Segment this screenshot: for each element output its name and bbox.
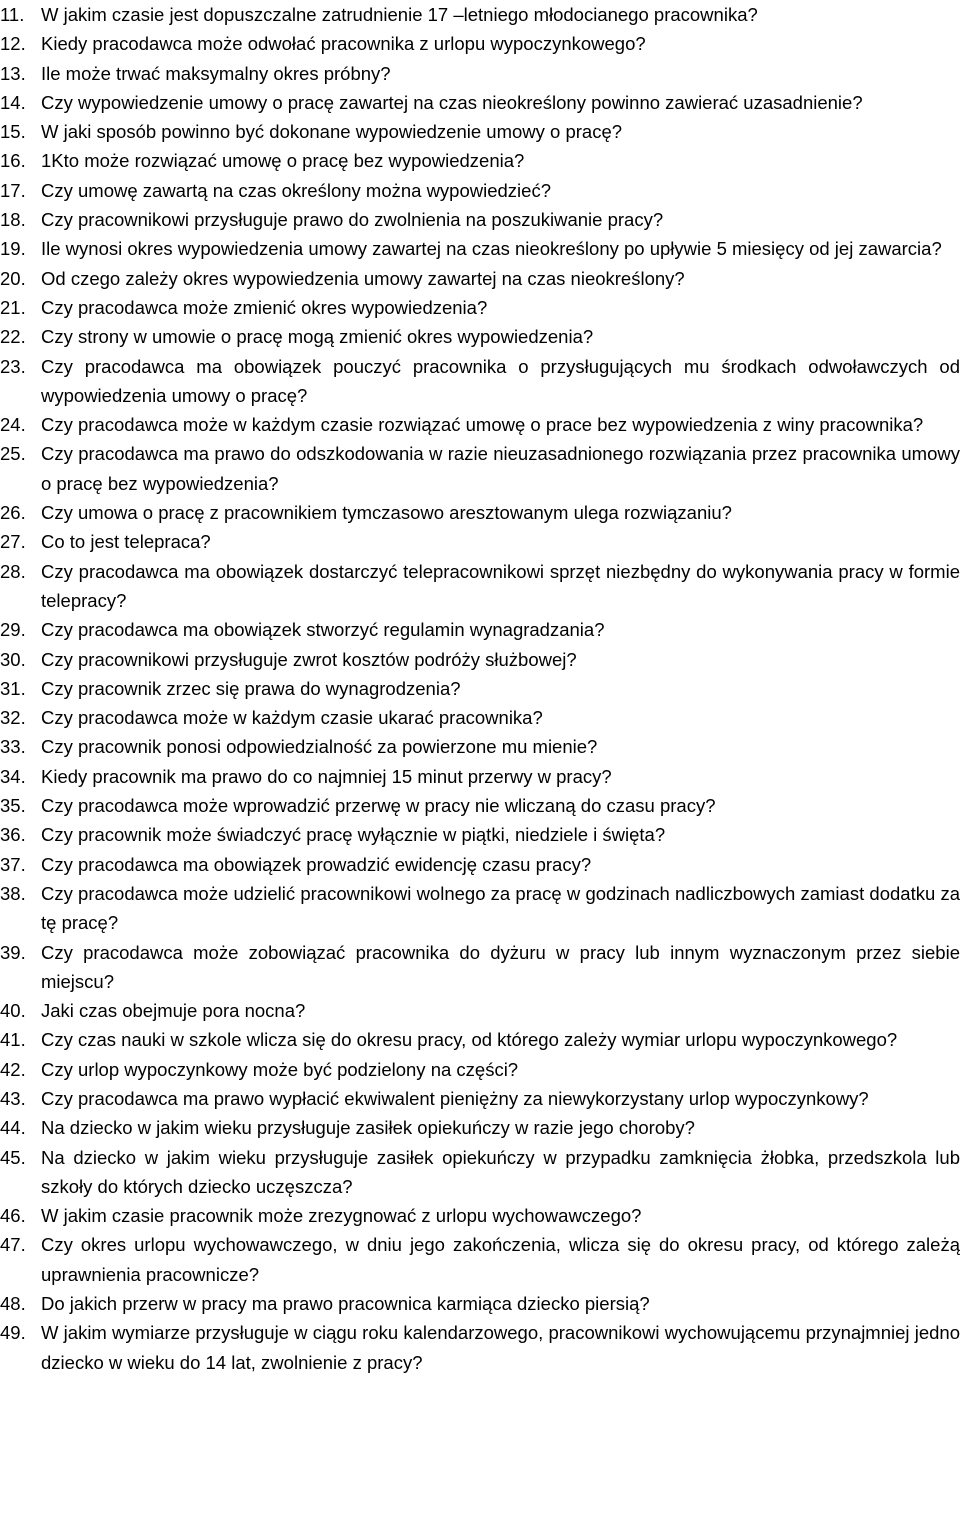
question-item bbox=[0, 645, 960, 674]
question-text: Czy pracodawca ma prawo do odszkodowania w razie nieuzasadnionego rozwiązania przez pracownika umowy o pracę bez wypowiedzenia? bbox=[41, 443, 960, 494]
question-number: 20. bbox=[0, 267, 26, 289]
question-text: Jaki czas obejmuje pora nocna? bbox=[41, 1000, 306, 1022]
question-item bbox=[0, 293, 960, 322]
question-item bbox=[0, 352, 960, 411]
question-number: 14. bbox=[0, 91, 26, 113]
question-text: Czy pracownik ponosi odpowiedzialność za powierzone mu mienie? bbox=[41, 736, 598, 758]
question-number: 40. bbox=[0, 1000, 26, 1022]
question-item bbox=[0, 1318, 960, 1377]
question-text: Czy pracodawca ma prawo wypłacić ekwiwalent pieniężny za niewykorzystany urlop wypoczynkowy? bbox=[41, 1087, 869, 1109]
question-item bbox=[0, 146, 960, 175]
question-number: 43. bbox=[0, 1087, 26, 1109]
question-item bbox=[0, 59, 960, 88]
question-text: 1Kto może rozwiązać umowę o pracę bez wypowiedzenia? bbox=[41, 150, 525, 172]
question-number: 27. bbox=[0, 531, 26, 553]
question-number: 23. bbox=[0, 355, 26, 377]
question-text: Czy pracownikowi przysługuje zwrot kosztów podróży służbowej? bbox=[41, 648, 577, 670]
question-number: 35. bbox=[0, 795, 26, 817]
question-text: Ile może trwać maksymalny okres próbny? bbox=[41, 62, 391, 84]
question-text: Czy pracodawca może w każdym czasie ukarać pracownika? bbox=[41, 707, 543, 729]
question-text: Czy pracodawca może w każdym czasie rozwiązać umowę o prace bez wypowiedzenia z winy pracownika? bbox=[41, 414, 924, 436]
question-item bbox=[0, 1055, 960, 1084]
question-text: Czy czas nauki w szkole wlicza się do okresu pracy, od którego zależy wymiar urlopu wypoczynkowego? bbox=[41, 1029, 898, 1051]
question-item bbox=[0, 996, 960, 1025]
question-text: Czy pracownik może świadczyć pracę wyłącznie w piątki, niedziele i święta? bbox=[41, 824, 666, 846]
question-item bbox=[0, 1084, 960, 1113]
question-item bbox=[0, 176, 960, 205]
question-item bbox=[0, 322, 960, 351]
question-number: 15. bbox=[0, 121, 26, 143]
question-number: 28. bbox=[0, 560, 26, 582]
question-number: 13. bbox=[0, 62, 26, 84]
question-text: Od czego zależy okres wypowiedzenia umowy zawartej na czas nieokreślony? bbox=[41, 267, 685, 289]
question-item bbox=[0, 29, 960, 58]
question-number: 31. bbox=[0, 677, 26, 699]
question-number: 37. bbox=[0, 853, 26, 875]
question-text: Kiedy pracownik ma prawo do co najmniej 15 minut przerwy w pracy? bbox=[41, 765, 612, 787]
question-text: Czy umowę zawartą na czas określony można wypowiedzieć? bbox=[41, 179, 551, 201]
question-item bbox=[0, 820, 960, 849]
question-text: Na dziecko w jakim wieku przysługuje zasiłek opiekuńczy w razie jego choroby? bbox=[41, 1117, 695, 1139]
question-text: Czy pracodawca ma obowiązek stworzyć regulamin wynagradzania? bbox=[41, 619, 605, 641]
question-number: 45. bbox=[0, 1146, 26, 1168]
question-item bbox=[0, 498, 960, 527]
question-number: 34. bbox=[0, 765, 26, 787]
question-item bbox=[0, 1289, 960, 1318]
question-number: 24. bbox=[0, 414, 26, 436]
question-text: W jaki sposób powinno być dokonane wypowiedzenie umowy o pracę? bbox=[41, 121, 623, 143]
question-item bbox=[0, 1230, 960, 1289]
question-item bbox=[0, 703, 960, 732]
question-number: 16. bbox=[0, 150, 26, 172]
question-item bbox=[0, 527, 960, 556]
question-text: Kiedy pracodawca może odwołać pracownika z urlopu wypoczynkowego? bbox=[41, 33, 646, 55]
question-number: 29. bbox=[0, 619, 26, 641]
question-item bbox=[0, 938, 960, 997]
question-item bbox=[0, 1113, 960, 1142]
question-text: Czy wypowiedzenie umowy o pracę zawartej na czas nieokreślony powinno zawierać uzasadnienie? bbox=[41, 91, 863, 113]
question-number: 48. bbox=[0, 1293, 26, 1315]
question-item bbox=[0, 762, 960, 791]
question-number: 11. bbox=[0, 4, 25, 25]
question-text: Czy pracodawca ma obowiązek prowadzić ewidencję czasu pracy? bbox=[41, 853, 592, 875]
question-item bbox=[0, 234, 960, 263]
question-item bbox=[0, 410, 960, 439]
question-item bbox=[0, 791, 960, 820]
question-number: 21. bbox=[0, 296, 26, 318]
question-number: 46. bbox=[0, 1205, 26, 1227]
question-text: Do jakich przerw w pracy ma prawo pracownica karmiąca dziecko piersią? bbox=[41, 1293, 650, 1315]
question-item bbox=[0, 439, 960, 498]
question-number: 26. bbox=[0, 502, 26, 524]
question-item bbox=[0, 0, 960, 29]
question-number: 18. bbox=[0, 209, 26, 231]
question-item bbox=[0, 1143, 960, 1202]
question-number: 19. bbox=[0, 238, 26, 260]
question-number: 44. bbox=[0, 1117, 26, 1139]
question-text: W jakim czasie jest dopuszczalne zatrudnienie 17 –letniego młodocianego pracownika? bbox=[41, 4, 758, 25]
question-item bbox=[0, 850, 960, 879]
question-item bbox=[0, 1201, 960, 1230]
question-item bbox=[0, 264, 960, 293]
question-number: 33. bbox=[0, 736, 26, 758]
question-item bbox=[0, 674, 960, 703]
question-text: W jakim wymiarze przysługuje w ciągu roku kalendarzowego, pracownikowi wychowującemu przynajmniej jedno dziecko w wieku do 14 lat, zwolnienie z pracy? bbox=[41, 1322, 960, 1373]
question-text: Czy pracodawca może zobowiązać pracownika do dyżuru w pracy lub innym wyznaczonym przez siebie miejscu? bbox=[41, 941, 960, 992]
question-number: 25. bbox=[0, 443, 26, 465]
question-number: 41. bbox=[0, 1029, 26, 1051]
question-number: 22. bbox=[0, 326, 26, 348]
question-item bbox=[0, 88, 960, 117]
question-number: 17. bbox=[0, 179, 26, 201]
question-number: 12. bbox=[0, 33, 26, 55]
question-text: Czy pracodawca może udzielić pracownikowi wolnego za pracę w godzinach nadliczbowych zamiast dodatku za tę pracę? bbox=[41, 882, 960, 934]
question-text: Na dziecko w jakim wieku przysługuje zasiłek opiekuńczy w przypadku zamknięcia żłobka, przedszkola lub szkoły do których dziecko uczęszcza? bbox=[41, 1146, 960, 1197]
question-number: 47. bbox=[0, 1234, 26, 1256]
question-item bbox=[0, 557, 960, 616]
question-text: Czy pracownikowi przysługuje prawo do zwolnienia na poszukiwanie pracy? bbox=[41, 209, 664, 231]
question-text: Ile wynosi okres wypowiedzenia umowy zawartej na czas nieokreślony po upływie 5 miesięcy od jej zawarcia? bbox=[41, 238, 942, 260]
question-text: Co to jest telepraca? bbox=[41, 531, 211, 553]
question-number: 49. bbox=[0, 1322, 26, 1344]
question-item bbox=[0, 205, 960, 234]
question-text: Czy pracodawca może zmienić okres wypowiedzenia? bbox=[41, 296, 488, 318]
question-item bbox=[0, 732, 960, 761]
question-text: Czy pracodawca ma obowiązek pouczyć pracownika o przysługujących mu środkach odwoławczych od wypowiedzenia umowy o pracę? bbox=[41, 355, 960, 406]
question-item bbox=[0, 117, 960, 146]
question-text: Czy pracodawca może wprowadzić przerwę w pracy nie wliczaną do czasu pracy? bbox=[41, 795, 716, 817]
question-number: 36. bbox=[0, 824, 26, 846]
question-text: Czy pracodawca ma obowiązek dostarczyć telepracownikowi sprzęt niezbędny do wykonywania pracy w formie telepracy? bbox=[41, 560, 960, 611]
question-item bbox=[0, 879, 960, 938]
question-text: Czy pracownik zrzec się prawa do wynagrodzenia? bbox=[41, 677, 461, 699]
question-text: Czy umowa o pracę z pracownikiem tymczasowo aresztowanym ulega rozwiązaniu? bbox=[41, 502, 732, 524]
question-number: 32. bbox=[0, 707, 26, 729]
question-text: Czy urlop wypoczynkowy może być podzielony na części? bbox=[41, 1058, 519, 1080]
question-number: 38. bbox=[0, 882, 26, 904]
question-item bbox=[0, 615, 960, 644]
question-text: W jakim czasie pracownik może zrezygnować z urlopu wychowawczego? bbox=[41, 1205, 642, 1227]
question-number: 30. bbox=[0, 648, 26, 670]
question-text: Czy okres urlopu wychowawczego, w dniu jego zakończenia, wlicza się do okresu pracy, od którego zależą uprawnienia pracownicze? bbox=[41, 1234, 960, 1285]
question-number: 42. bbox=[0, 1058, 26, 1080]
question-number: 39. bbox=[0, 941, 26, 963]
question-text: Czy strony w umowie o pracę mogą zmienić okres wypowiedzenia? bbox=[41, 326, 594, 348]
question-item bbox=[0, 1025, 960, 1054]
